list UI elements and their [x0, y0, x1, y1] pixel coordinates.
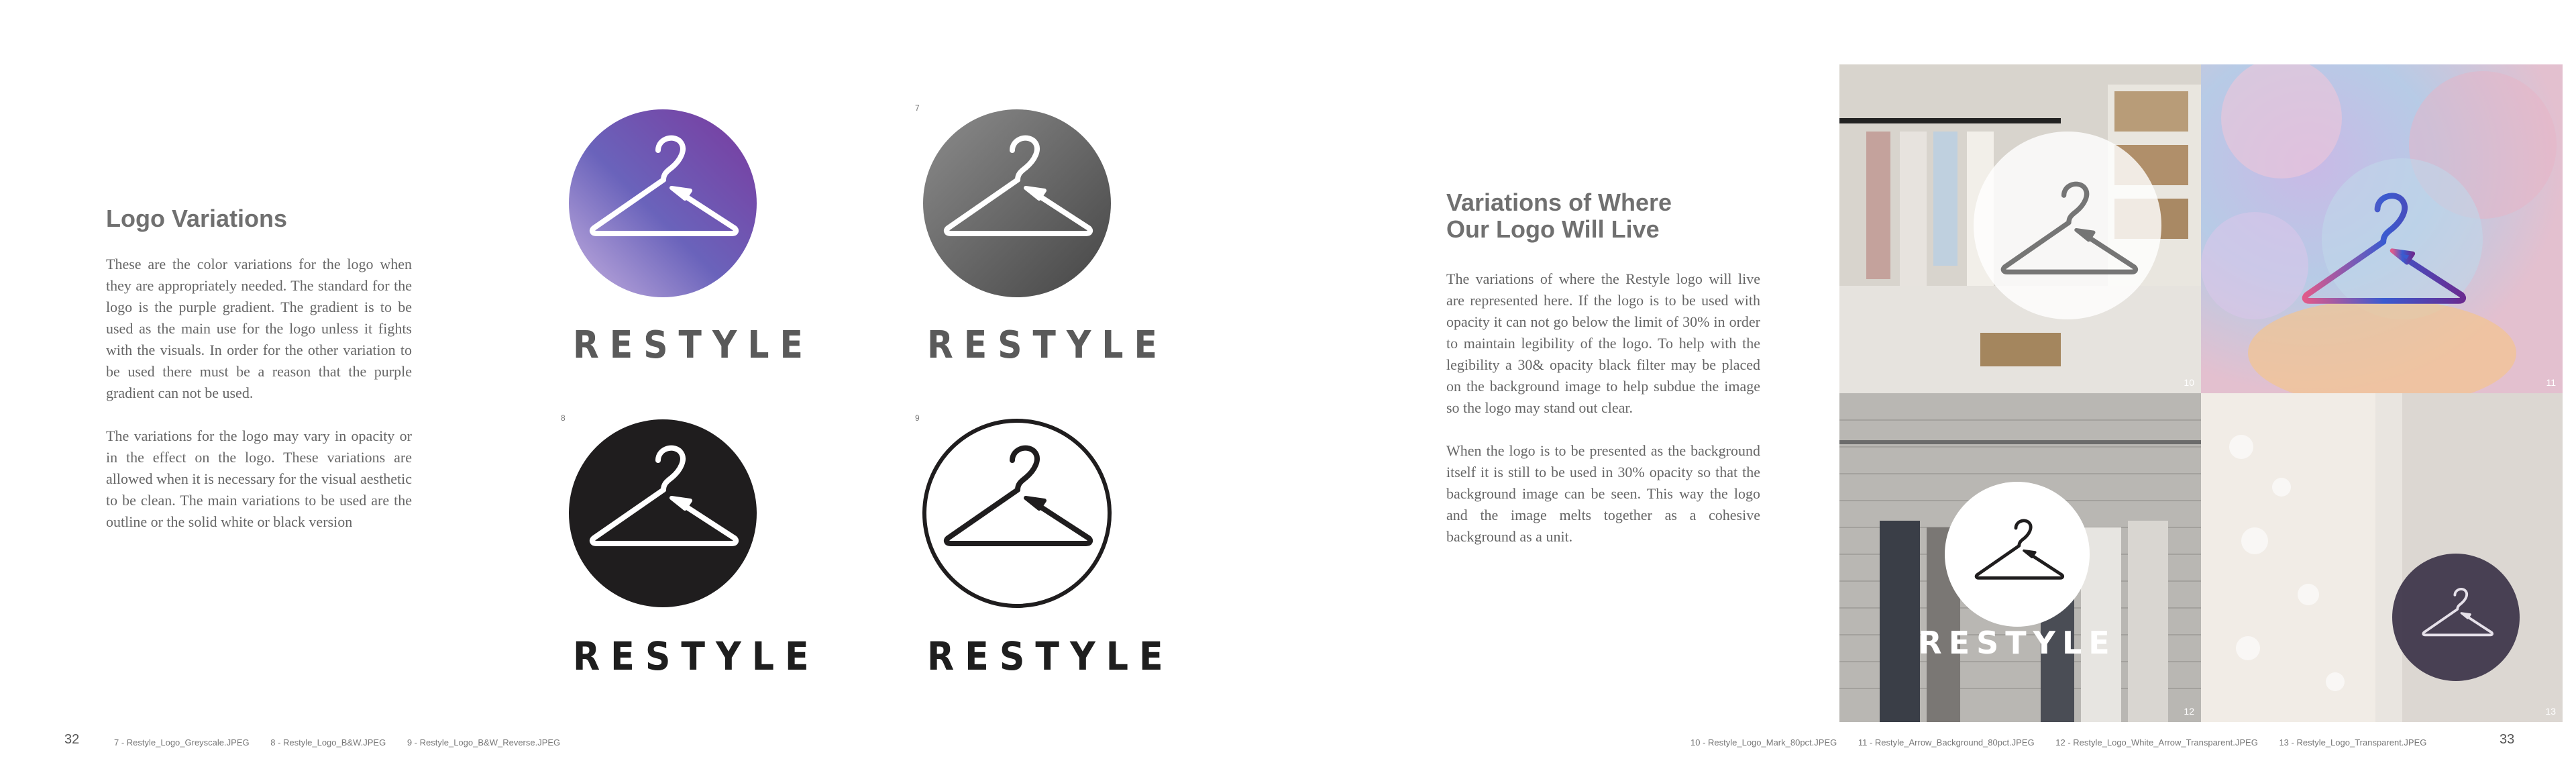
paragraph: The variations for the logo may vary in opacity or in the effect on the logo. These variations are allowed when it is necessary for the visual aesthetic to be clean. The main variations to be used are the outline or the solid white or black version [106, 427, 412, 530]
photo-closet [1839, 64, 2201, 393]
figure-number: 7 [915, 103, 920, 113]
figure-number: 8 [561, 413, 566, 423]
caption: 12 - Restyle_Logo_White_Arrow_Transparent.JPEG [2055, 737, 2258, 748]
caption: 13 - Restyle_Logo_Transparent.JPEG [2279, 737, 2427, 748]
page-heading [1446, 189, 1672, 243]
lace-image [2201, 393, 2563, 722]
logo-greyscale [916, 106, 1168, 367]
photo-clothing-rack [1839, 393, 2201, 722]
right-page [1288, 0, 2576, 773]
caption: 8 - Restyle_Logo_B&W.JPEG [270, 737, 386, 748]
tie-dye-image [2201, 64, 2563, 393]
logo-outline [916, 416, 1174, 679]
photo-number: 11 [2546, 377, 2556, 388]
page-number: 32 [64, 732, 80, 747]
body-text [106, 254, 412, 554]
figure-number: 9 [915, 413, 920, 423]
logo-wordmark: RESTYLE [927, 633, 1174, 679]
hanger-logo-icon [566, 416, 760, 611]
hanger-logo-icon [920, 416, 1114, 611]
caption: 9 - Restyle_Logo_B&W_Reverse.JPEG [407, 737, 561, 748]
logo-wordmark: RESTYLE [927, 323, 1168, 367]
body-text [1446, 268, 1760, 569]
photo-number: 12 [2184, 706, 2194, 717]
paragraph: These are the color variations for the logo when they are appropriately needed. The standard for the logo is the purple gradient. The gradient is to be used as the main use for the logo unless it fights with the visuals. In order for the other variation to be used there must be a reason that the purple gradient can not be used. [106, 256, 412, 401]
paragraph: The variations of where the Restyle logo will live are represented here. If the logo is to be used with opacity it can not go below the limit of 30% in order to maintain legibility of the logo. To help with the legibility a 30& opacity black filter may be placed on the background image to help subdue the image so the logo may stand out clear. [1446, 270, 1760, 416]
photo-wordmark: RESTYLE [1918, 625, 2116, 661]
caption: 10 - Restyle_Logo_Mark_80pct.JPEG [1690, 737, 1837, 748]
photo-tie-dye [2201, 64, 2563, 393]
logo-purple-gradient [562, 106, 814, 367]
heading-line: Our Logo Will Live [1446, 215, 1660, 243]
photo-number: 13 [2545, 706, 2556, 717]
page-heading: Logo Variations [106, 205, 288, 232]
caption: 7 - Restyle_Logo_Greyscale.JPEG [114, 737, 250, 748]
logo-wordmark: RESTYLE [573, 633, 820, 679]
hanger-logo-icon [566, 106, 760, 301]
photo-number: 10 [2184, 377, 2194, 388]
paragraph: When the logo is to be presented as the background itself it is still to be used in 30% opacity so that the background image can be seen. This way the logo and the image melts together as a cohesive background as a unit. [1446, 442, 1760, 545]
hanger-logo-icon [920, 106, 1114, 301]
photo-lace [2201, 393, 2563, 722]
figure-captions [114, 737, 579, 748]
caption: 11 - Restyle_Arrow_Background_80pct.JPEG [1858, 737, 2035, 748]
heading-line: Variations of Where [1446, 189, 1672, 216]
logo-wordmark: RESTYLE [573, 323, 814, 367]
logo-black [562, 416, 820, 679]
figure-captions [1690, 737, 2445, 748]
clothing-rack-image [1839, 393, 2201, 722]
page-number: 33 [2500, 732, 2515, 747]
photo-grid [1839, 64, 2563, 722]
closet-image [1839, 64, 2201, 393]
